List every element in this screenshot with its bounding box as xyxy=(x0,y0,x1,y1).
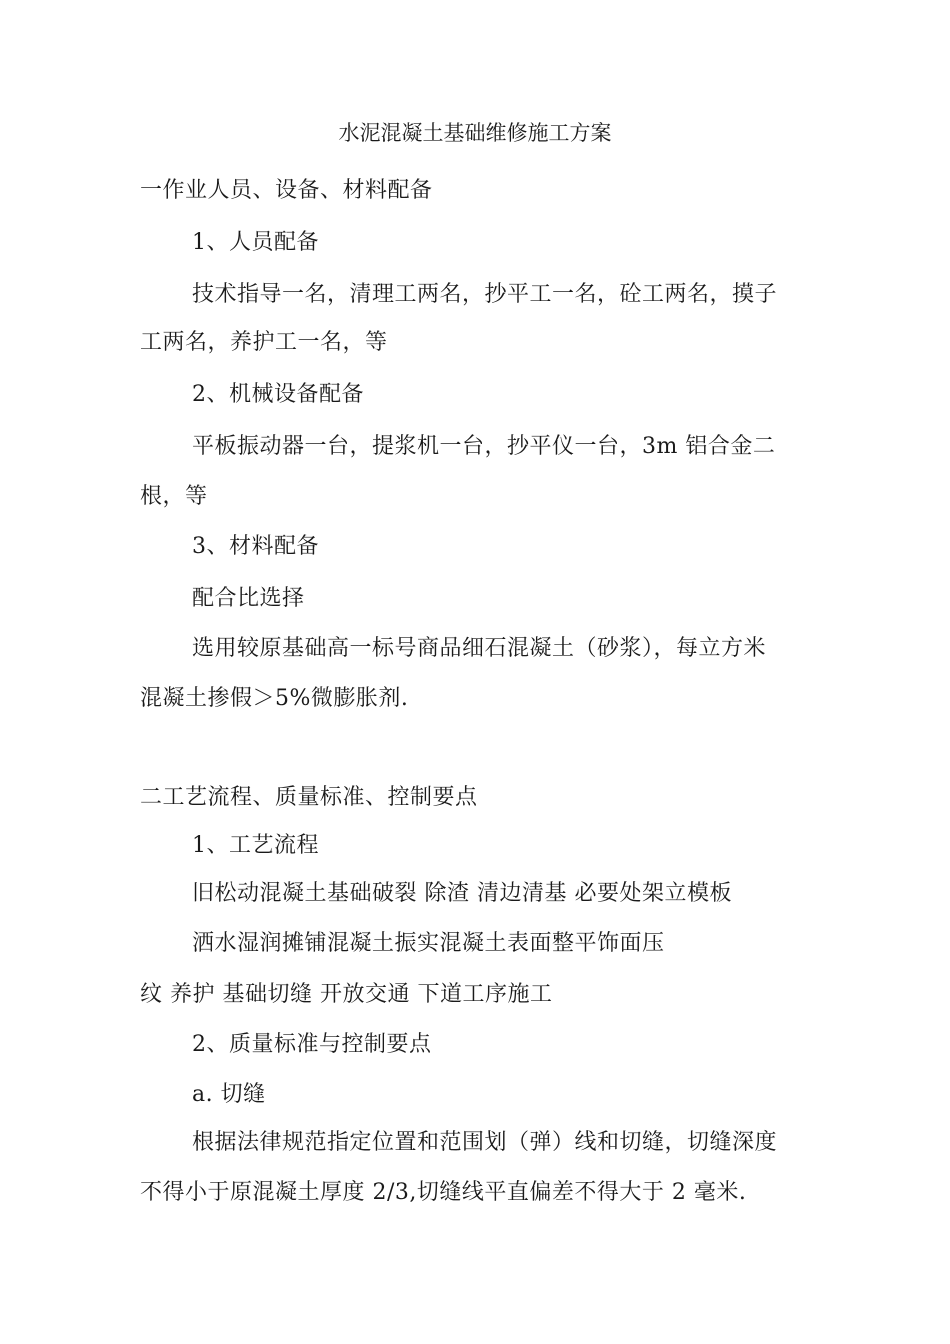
paragraph-line: 配合比选择 xyxy=(192,586,305,611)
paragraph-line: 洒水湿润摊铺混凝土振实混凝土表面整平饰面压 xyxy=(192,931,665,956)
section-heading-1: 一作业人员、设备、材料配备 xyxy=(140,178,433,203)
paragraph-line: 根，等 xyxy=(140,484,208,509)
subsection-heading-equipment: 2、机械设备配备 xyxy=(192,382,364,407)
paragraph-line: 不得小于原混凝土厚度 2/3,切缝线平直偏差不得大于 2 毫米. xyxy=(140,1180,747,1205)
paragraph-line: 旧松动混凝土基础破裂 除渣 清边清基 必要处架立模板 xyxy=(192,881,732,906)
paragraph-line: 工两名，养护工一名，等 xyxy=(140,330,388,355)
paragraph-line: 根据法律规范指定位置和范围划（弹）线和切缝，切缝深度 xyxy=(192,1130,778,1155)
paragraph-line: 技术指导一名，清理工两名，抄平工一名，砼工两名，摸子 xyxy=(192,282,778,307)
subsection-heading-materials: 3、材料配备 xyxy=(192,534,319,559)
paragraph-line: 平板振动器一台，提浆机一台，抄平仪一台，3m 铝合金二 xyxy=(192,434,776,459)
section-heading-2: 二工艺流程、质量标准、控制要点 xyxy=(140,785,478,810)
document-title: 水泥混凝土基础维修施工方案 xyxy=(338,121,612,145)
paragraph-line: 纹 养护 基础切缝 开放交通 下道工序施工 xyxy=(140,982,553,1007)
subsection-heading-personnel: 1、人员配备 xyxy=(192,230,319,255)
list-item-label: a. 切缝 xyxy=(192,1082,266,1107)
subsection-heading-process: 1、工艺流程 xyxy=(192,833,319,858)
subsection-heading-quality: 2、质量标准与控制要点 xyxy=(192,1032,432,1057)
paragraph-line: 选用较原基础高一标号商品细石混凝土（砂浆），每立方米 xyxy=(192,636,767,661)
paragraph-line: 混凝土掺假＞5%微膨胀剂. xyxy=(140,686,409,711)
